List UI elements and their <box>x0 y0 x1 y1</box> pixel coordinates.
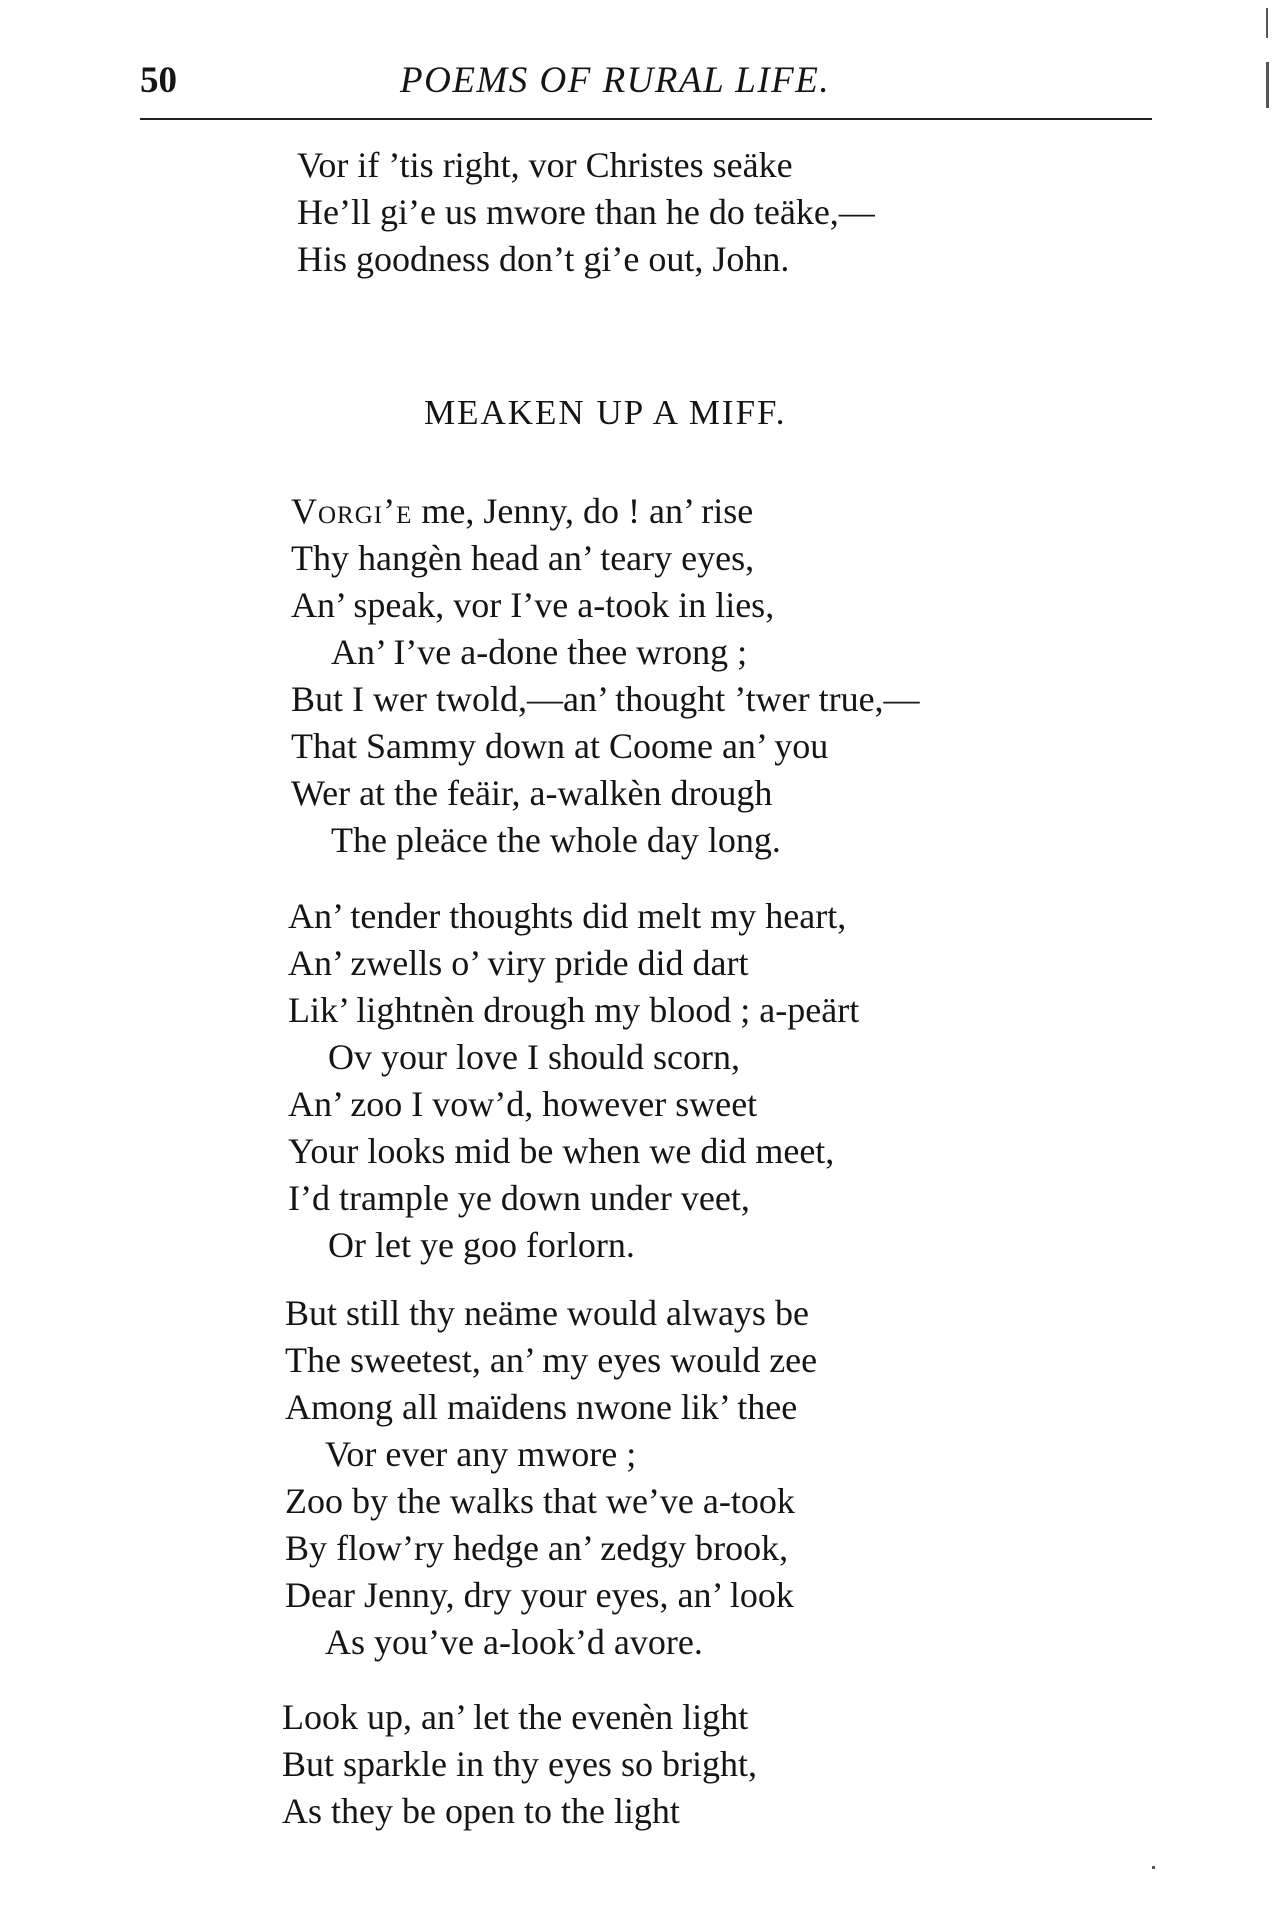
stanza-2 <box>288 893 859 1269</box>
scan-edge-mark <box>1266 62 1269 108</box>
poem-line: The pleäce the whole day long. <box>331 820 781 860</box>
poem-line: I’d trample ye down under veet, <box>288 1178 750 1218</box>
drop-word: Vorgi’e <box>291 491 413 531</box>
poem-line: Or let ye goo forlorn. <box>328 1225 635 1265</box>
poem-line: Vor ever any mwore ; <box>325 1434 637 1474</box>
stanza-1 <box>291 488 920 864</box>
poem-line: Dear Jenny, dry your eyes, an’ look <box>285 1575 794 1615</box>
poem-line: By flow’ry hedge an’ zedgy brook, <box>285 1528 789 1568</box>
poem-line: An’ tender thoughts did melt my heart, <box>288 896 847 936</box>
poem-line: Wer at the feäir, a-walkèn drough <box>291 773 773 813</box>
previous-poem-ending <box>297 142 875 283</box>
running-title: POEMS OF RURAL LIFE. <box>400 60 831 101</box>
poem-line: Thy hangèn head an’ teary eyes, <box>291 538 755 578</box>
poem-line: Ov your love I should scorn, <box>328 1037 740 1077</box>
poem-title: MEAKEN UP A MIFF. <box>424 393 787 432</box>
poem-line: He’ll gi’e us mwore than he do teäke,— <box>297 192 875 232</box>
poem-line: Among all maïdens nwone lik’ thee <box>285 1387 798 1427</box>
poem-line: Lik’ lightnèn drough my blood ; a-peärt <box>288 990 860 1030</box>
poem-line: The sweetest, an’ my eyes would zee <box>285 1340 818 1380</box>
poem-line: An’ speak, vor I’ve a-took in lies, <box>291 585 775 625</box>
stanza-3 <box>285 1290 817 1666</box>
poem-line: Vor if ’tis right, vor Christes seäke <box>297 145 793 185</box>
poem-line: An’ zwells o’ viry pride did dart <box>288 943 749 983</box>
page-number: 50 <box>140 60 177 101</box>
poem-line: An’ zoo I vow’d, however sweet <box>288 1084 758 1124</box>
poem-line <box>291 488 920 535</box>
poem-line: Zoo by the walks that we’ve a-took <box>285 1481 795 1521</box>
stanza-4 <box>282 1694 757 1835</box>
poem-line: His goodness don’t gi’e out, John. <box>297 239 790 279</box>
poem-line: But I wer twold,—an’ thought ’twer true,— <box>291 679 920 719</box>
poem-line: Look up, an’ let the evenèn light <box>282 1697 749 1737</box>
header-rule <box>140 118 1152 120</box>
poem-line: As they be open to the light <box>282 1791 680 1831</box>
poem-line: But still thy neäme would always be <box>285 1293 809 1333</box>
poem-line: Your looks mid be when we did meet, <box>288 1131 835 1171</box>
poem-line: As you’ve a-look’d avore. <box>325 1622 703 1662</box>
poem-line: An’ I’ve a-done thee wrong ; <box>331 632 748 672</box>
scan-dust-mark <box>1152 1866 1155 1869</box>
poem-line: That Sammy down at Coome an’ you <box>291 726 829 766</box>
poem-line: But sparkle in thy eyes so bright, <box>282 1744 757 1784</box>
scan-edge-mark <box>1266 8 1268 38</box>
poem-line-rest: me, Jenny, do ! an’ rise <box>412 491 754 531</box>
